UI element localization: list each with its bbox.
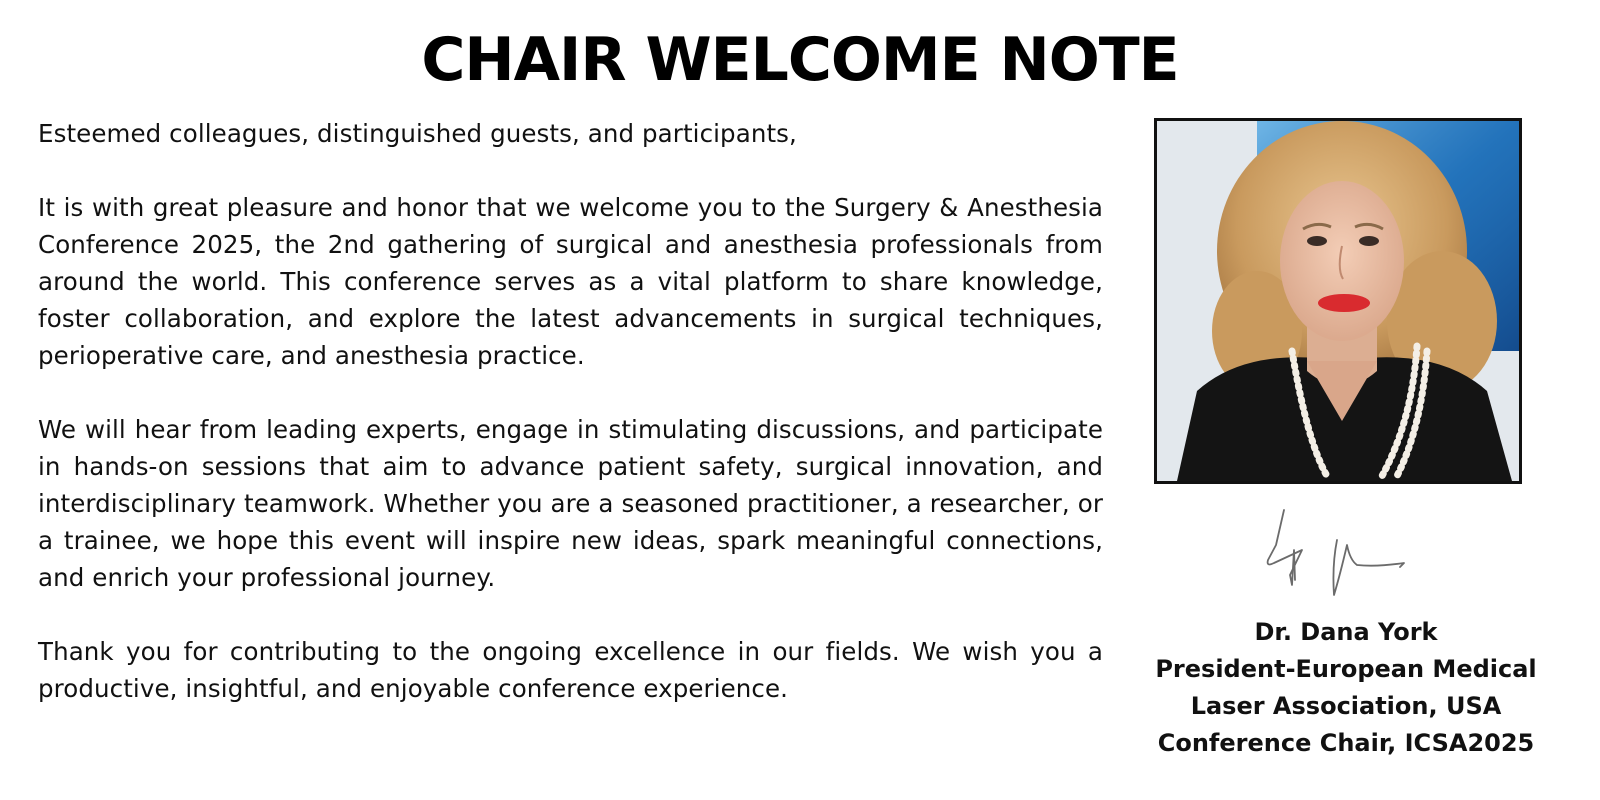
chair-name: Dr. Dana York	[1254, 618, 1438, 646]
welcome-letter	[38, 115, 1103, 744]
page-title: CHAIR WELCOME NOTE	[421, 25, 1179, 95]
letter-paragraph-welcome: It is with great pleasure and honor that we welcome you to the Surgery & Anesthesia Conference 2025, the 2nd gathering of surgical and anesthesia professionals from around the world. This conference serves as a vital platform to share knowledge, foster collaboration, and explore the latest advancements in surgical techniques, perioperative care, and anesthesia practice.	[38, 193, 1103, 370]
chair-title-line: President-European Medical	[1155, 655, 1537, 683]
letter-paragraph-program: We will hear from leading experts, engage in stimulating discussions, and participate in hands-on sessions that aim to advance patient safety, surgical innovation, and interdisciplinary teamwork. Whether you are a seasoned practitioner, a researcher, or a trainee, we hope this event will inspire new ideas, spark meaningful connections, and enrich your professional journey.	[38, 415, 1103, 592]
letter-salutation: Esteemed colleagues, distinguished guests, and participants,	[38, 119, 797, 148]
chair-signature	[1262, 505, 1412, 600]
chair-title-line: Laser Association, USA	[1190, 692, 1502, 720]
chair-portrait-photo	[1154, 118, 1522, 484]
chair-credentials	[1150, 614, 1542, 762]
chair-title-line: Conference Chair, ICSA2025	[1157, 729, 1535, 757]
letter-paragraph-thanks: Thank you for contributing to the ongoing excellence in our fields. We wish you a productive, insightful, and enjoyable conference experience.	[38, 637, 1103, 703]
